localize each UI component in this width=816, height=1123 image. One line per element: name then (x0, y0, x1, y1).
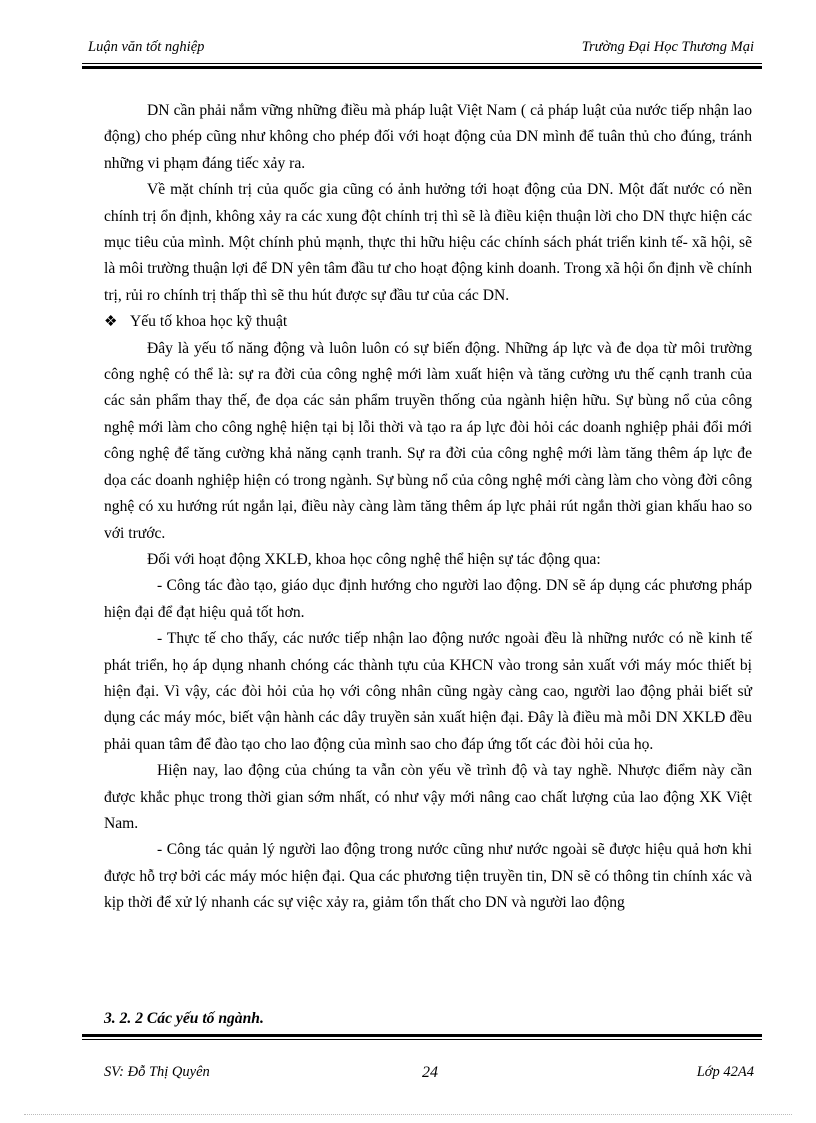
paragraph-training: - Công tác đào tạo, giáo dục định hướng cho người lao động. DN sẽ áp dụng các phương pháp hiện đại để đạt hiệu quả tốt hơn. (104, 577, 752, 621)
paragraph-political: Về mặt chính trị của quốc gia cũng có ảnh hưởng tới hoạt động của DN. Một đất nước có nền chính trị ổn định, không xảy ra các xung đột chính trị thì sẽ là điều kiện thuận lời cho DN thực hiện các mục tiêu của mình. Một chính phủ mạnh, thực thi hữu hiệu các chính sách phát triển kinh tế- xã hội, sẽ là môi trường thuận lợi để DN yên tâm đầu tư cho hoạt động kinh doanh. Trong xã hội ổn định về chính trị, rủi ro chính trị thấp thì sẽ thu hút được sự đầu tư của các DN. (104, 181, 752, 304)
header-right-title: Trường Đại Học Thương Mại (581, 39, 754, 55)
footer-student-name: SV: Đỗ Thị Quyên (104, 1064, 210, 1080)
bullet-label: Yếu tố khoa học kỹ thuật (130, 313, 288, 331)
section-heading: 3. 2. 2 Các yếu tố ngành. (104, 1010, 264, 1027)
footer-rule-thin (82, 1039, 762, 1040)
paragraph-management: - Công tác quản lý người lao động trong nước cũng như nước ngoài sẽ được hiệu quả hơn khi được hỗ trợ bởi các máy móc hiện đại. Qua các phương tiện truyền tin, DN sẽ có thông tin chính xác và kịp thời để xử lý nhanh các sự việc xảy ra, giảm tổn thất cho DN và người lao động (104, 841, 752, 912)
page-bottom-divider (24, 1114, 792, 1115)
header-rule-thick (82, 66, 762, 69)
paragraph-current-situation: Hiện nay, lao động của chúng ta vẫn còn yếu về trình độ và tay nghề. Nhược điểm này cần được khắc phục trong thời gian sớm nhất, có như vậy mới nâng cao chất lượng của lao động XK Việt Nam. (104, 762, 752, 832)
footer-rule-thick (82, 1034, 762, 1037)
page-number: 24 (422, 1064, 438, 1081)
page-body (104, 98, 752, 917)
page-header (88, 39, 754, 61)
paragraph-legal: DN cần phải nắm vững những điều mà pháp luật Việt Nam ( cả pháp luật của nước tiếp nhận lao động) cho phép cũng như không cho phép đối với hoạt động của DN mình để tuân thủ cho đúng, tránh những vi phạm đáng tiếc xảy ra. (104, 102, 752, 172)
bullet-item-technology (104, 309, 752, 335)
paragraph-xkld-intro: Đối với hoạt động XKLĐ, khoa học công nghệ thể hiện sự tác động qua: (147, 550, 601, 568)
page-footer (104, 1064, 754, 1086)
header-left-title: Luận văn tốt nghiệp (88, 39, 205, 55)
diamond-bullet-icon: ❖ (104, 314, 118, 331)
paragraph-technology: Đây là yếu tố năng động và luôn luôn có sự biến động. Những áp lực và đe dọa từ môi trường công nghệ có thể là: sự ra đời của công nghệ mới làm xuất hiện và tăng cường ưu thế cạnh tranh của các sản phẩm thay thế, đe dọa các sản phẩm truyền thống của ngành hiện hữu. Sự bùng nổ của công nghệ mới làm cho công nghệ hiện tại bị lỗi thời và tạo ra áp lực đòi hỏi các doanh nghiệp phải đổi mới công nghệ để tăng cường khả năng cạnh tranh. Sự ra đời của công nghệ mới làm tăng thêm áp lực đe dọa các doanh nghiệp hiện có trong ngành. Sự bùng nổ của công nghệ mới càng làm cho vòng đời công nghệ có xu hướng rút ngắn lại, điều này càng làm tăng thêm áp lực phải rút ngắn thời gian khấu hao so với trước. (104, 339, 752, 542)
footer-class: Lớp 42A4 (696, 1064, 754, 1080)
header-rule-thin (82, 63, 762, 64)
paragraph-receiving-countries: - Thực tế cho thấy, các nước tiếp nhận lao động nước ngoài đều là những nước có nề kinh tế phát triển, họ áp dụng nhanh chóng các thành tựu của KHCN vào trong sản xuất với máy móc thiết bị hiện đại. Vì vậy, các đòi hỏi của họ với công nhân cũng ngày càng cao, người lao động phải biết sử dụng các máy móc, biết vận hành các dây truyền sản xuất hiện đại. Đây là điều mà mỗi DN XKLĐ đều phải quan tâm để đào tạo cho lao động của mình sao cho đáp ứng tốt các đòi hỏi của họ. (104, 630, 752, 753)
